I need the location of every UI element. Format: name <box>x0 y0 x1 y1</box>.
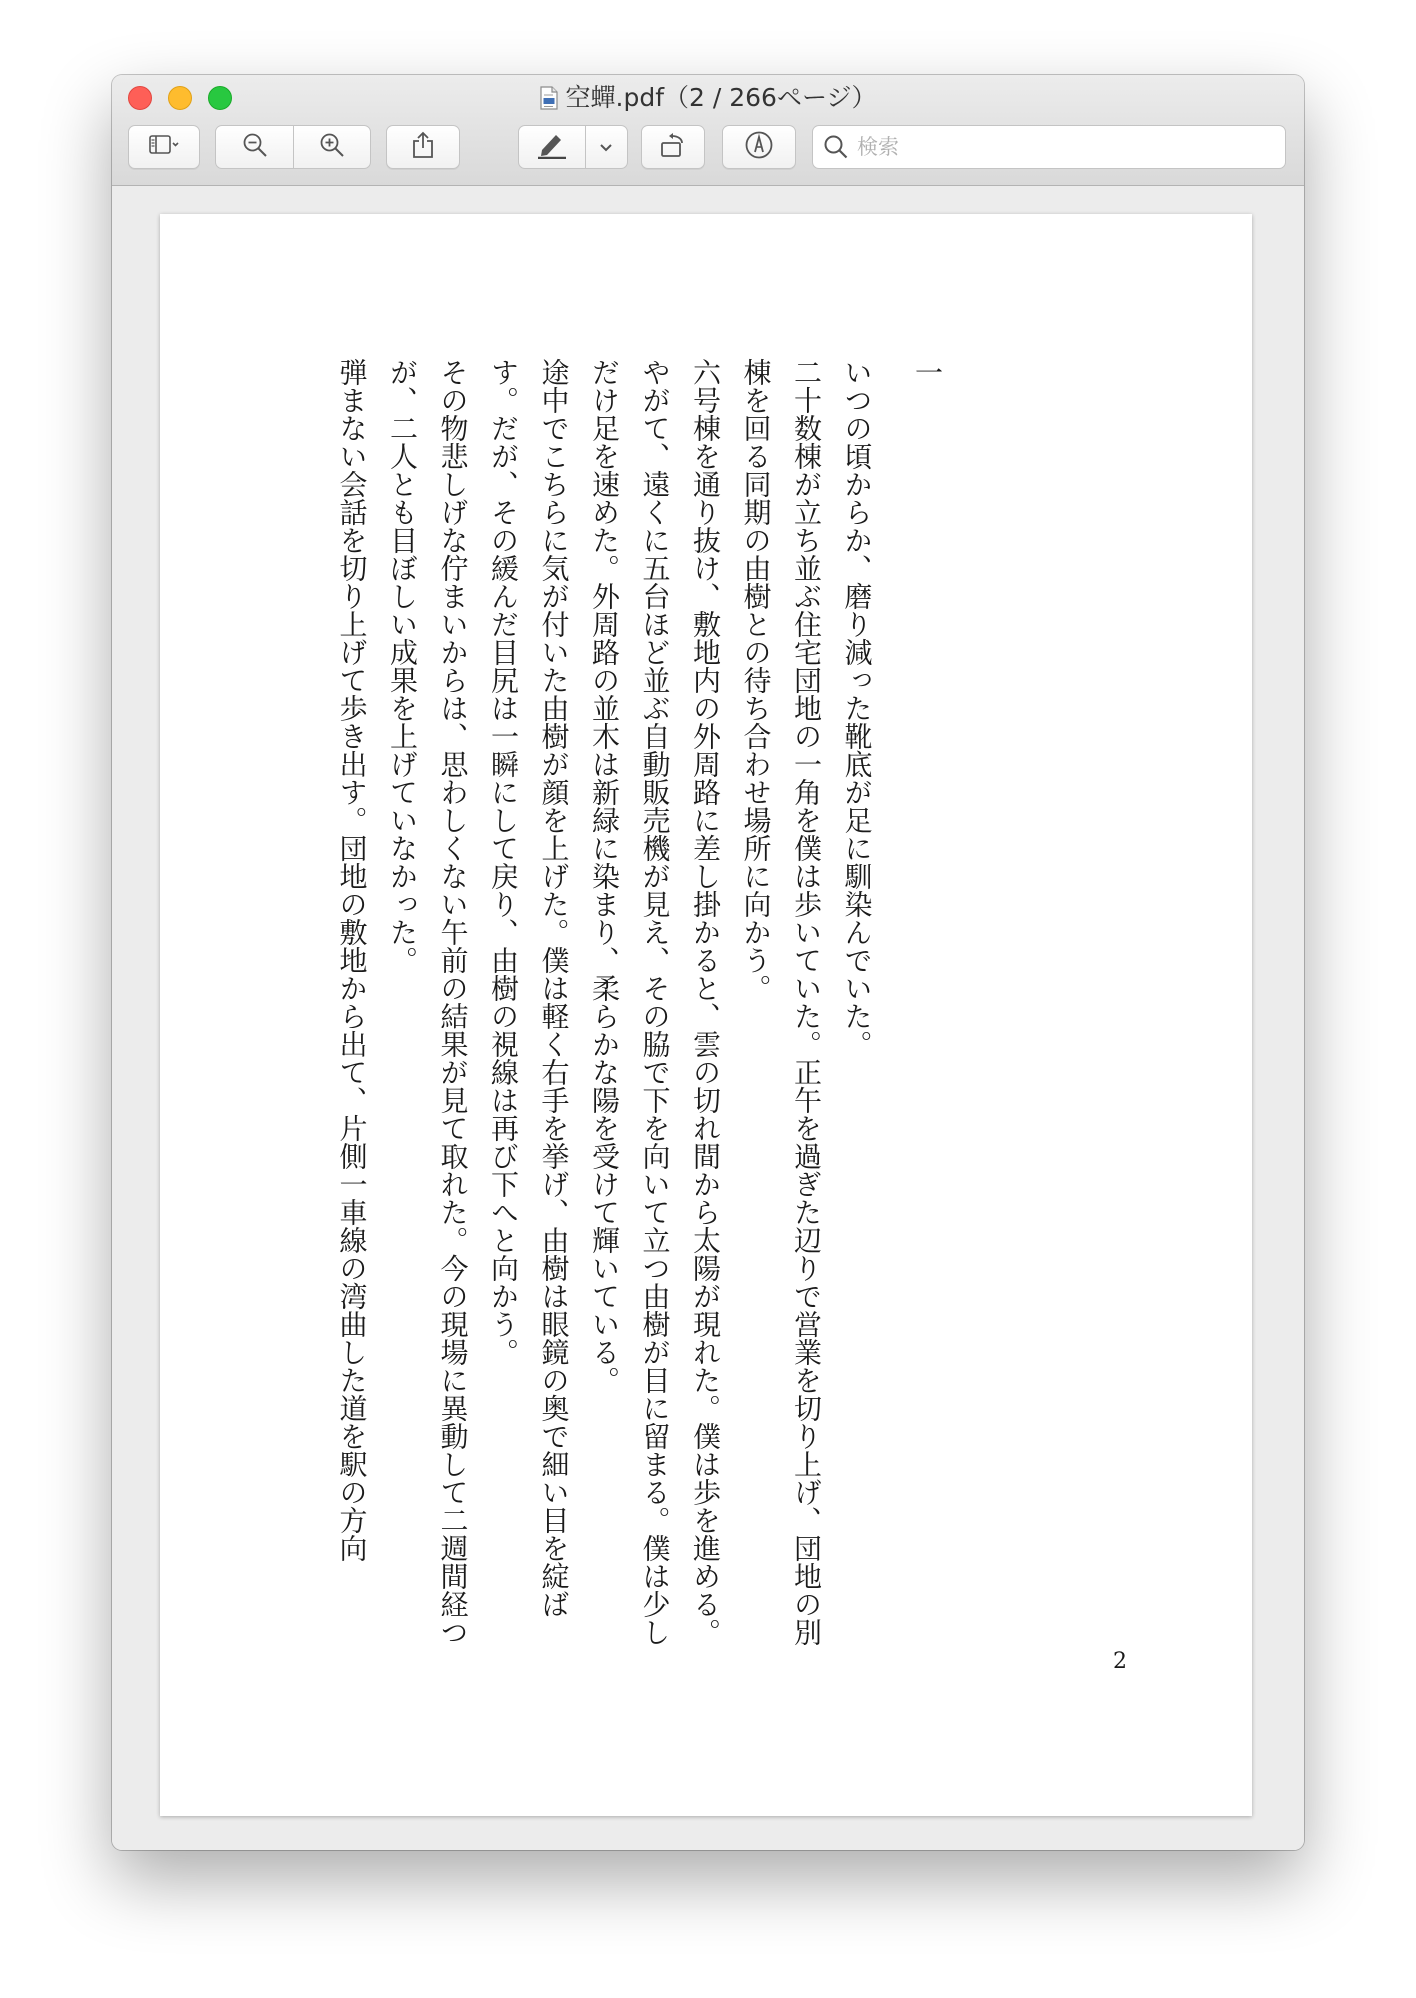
search-input[interactable] <box>855 134 1259 160</box>
highlight-button[interactable] <box>519 126 585 168</box>
chapter-heading: 一 <box>911 358 944 386</box>
page-number: 2 <box>1113 1649 1127 1674</box>
paragraph: その物悲しげな佇まいからは、思わしくない午前の結果が見て取れた。今の現場に異動して二週間経つが、二人とも目ぼしい成果を上げていなかった。 <box>386 358 470 1646</box>
highlight-menu-button[interactable] <box>586 126 627 168</box>
chevron-down-icon <box>599 138 613 157</box>
rotate-button[interactable] <box>641 125 705 169</box>
zoom-out-icon <box>242 132 268 162</box>
paragraph: 二十数棟が立ち並ぶ住宅団地の一角を僕は歩いていた。正午を過ぎた辺りで営業を切り上げ、団地の別棟を回る同期の由樹との待ち合わせ場所に向かう。 <box>739 358 823 1646</box>
pdf-document-icon[interactable] <box>540 85 558 119</box>
share-icon <box>411 131 435 163</box>
share-button[interactable] <box>386 125 460 169</box>
zoom-group <box>215 125 371 169</box>
zoom-in-icon <box>319 132 345 162</box>
document-view[interactable] <box>112 186 1304 1850</box>
page-body-text <box>326 358 962 1648</box>
sidebar-toggle-icon <box>149 134 179 160</box>
highlight-group <box>518 125 628 169</box>
search-field[interactable] <box>812 125 1286 169</box>
sidebar-view-button[interactable] <box>128 125 200 169</box>
window-title-area <box>112 81 1304 119</box>
highlighter-pen-icon <box>536 131 568 163</box>
pdf-page[interactable] <box>160 214 1252 1816</box>
markup-button[interactable] <box>722 125 796 169</box>
rotate-icon <box>659 131 687 163</box>
magnifier-icon <box>823 134 849 160</box>
zoom-out-button[interactable] <box>216 126 293 168</box>
titlebar <box>112 75 1304 186</box>
paragraph: 途中でこちらに気が付いた由樹が顔を上げた。僕は軽く右手を挙げ、由樹は眼鏡の奥で細い目を綻ばす。だが、その緩んだ目尻は一瞬にして戻り、由樹の視線は再び下へと向かう。 <box>487 358 571 1618</box>
window-title: 空蟬.pdf（2 / 266ページ） <box>565 83 877 112</box>
paragraph: 六号棟を通り抜け、敷地内の外周路に差し掛かると、雲の切れ間から太陽が現れた。僕は歩を進める。 <box>689 358 722 1646</box>
markup-pen-circle-icon <box>744 130 774 164</box>
zoom-in-button[interactable] <box>294 126 370 168</box>
paragraph: いつの頃からか、磨り減った靴底が足に馴染んでいた。 <box>840 358 874 1058</box>
paragraph: やがて、遠くに五台ほど並ぶ自動販売機が見え、その脇で下を向いて立つ由樹が目に留まる。僕は少しだけ足を速めた。外周路の並木は新緑に染まり、柔らかな陽を受けて輝いている。 <box>588 358 672 1646</box>
preview-window <box>112 75 1304 1850</box>
paragraph: 弾まない会話を切り上げて歩き出す。団地の敷地から出て、片側一車線の湾曲した道を駅の方向 <box>335 358 369 1562</box>
